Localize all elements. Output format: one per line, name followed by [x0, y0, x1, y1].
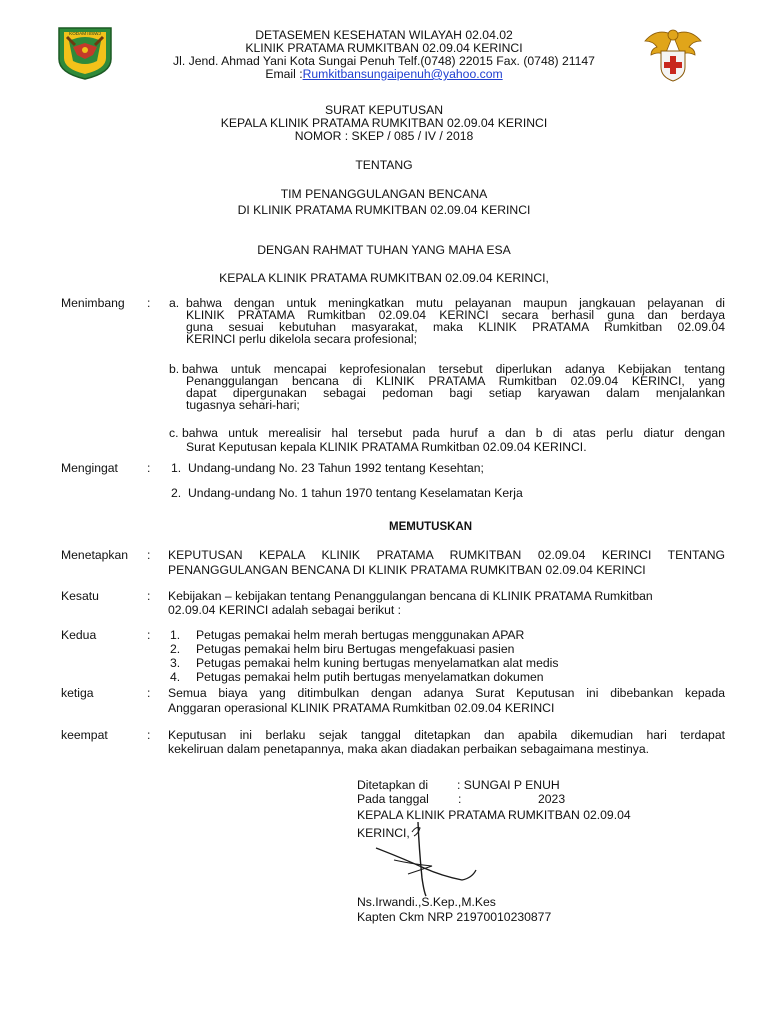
- mengingat-label: Mengingat: [61, 461, 118, 475]
- kedua-item-2-marker: 2.: [170, 642, 181, 656]
- menimbang-b-line-3: dapat dipergunakan sebagai pedoman bagi setiap karyawan dalam menjalankan: [186, 386, 725, 400]
- subject-line-1: TIM PENANGGULANGAN BENCANA: [280, 187, 488, 201]
- mengingat-item-1-marker: 1.: [171, 461, 182, 475]
- kesatu-label: Kesatu: [61, 589, 99, 603]
- title-surat-keputusan: SURAT KEPUTUSAN: [324, 103, 444, 117]
- menimbang-a-line-4: KERINCI perlu dikelola secara profesional;: [186, 332, 417, 346]
- email-label: Email :: [265, 67, 303, 81]
- menimbang-label: Menimbang: [61, 296, 125, 310]
- menimbang-a-line-3: guna sesuai kebutuhan masyarakat, maka KLINIK PRATAMA Rumkitban 02.09.04: [186, 320, 725, 334]
- mengingat-item-1: Undang-undang No. 23 Tahun 1992 tentang Kesehtan;: [188, 461, 484, 475]
- keempat-label: keempat: [61, 728, 108, 742]
- kedua-item-3: Petugas pemakai helm kuning bertugas menyelamatkan alat medis: [196, 656, 559, 670]
- menetapkan-label: Menetapkan: [61, 548, 129, 562]
- signer-rank: Kapten Ckm NRP 21970010230877: [357, 910, 552, 924]
- subject-line-2: DI KLINIK PRATAMA RUMKITBAN 02.09.04 KERINCI: [237, 203, 531, 217]
- handwritten-signature: [372, 818, 482, 898]
- title-tentang: TENTANG: [355, 158, 413, 172]
- right-logo: [643, 23, 703, 83]
- tanggal-label: Pada tanggal: [357, 792, 429, 806]
- title-nomor: NOMOR : SKEP / 085 / IV / 2018: [294, 129, 474, 143]
- mengingat-item-2-marker: 2.: [171, 486, 182, 500]
- ketiga-colon: :: [147, 686, 151, 700]
- menimbang-a-marker: a.: [169, 296, 180, 310]
- kedua-colon: :: [147, 628, 151, 642]
- title-kepala-klinik: KEPALA KLINIK PRATAMA RUMKITBAN 02.09.04 KERINCI,: [219, 271, 549, 285]
- ketiga-label: ketiga: [61, 686, 94, 700]
- left-logo-text: KODAM II/SWJ: [69, 31, 101, 36]
- signer-title-line-1: KEPALA KLINIK PRATAMA RUMKITBAN 02.09.04: [357, 808, 631, 822]
- ditetapkan-label: Ditetapkan di: [357, 778, 429, 792]
- signer-title-line-2: KERINCI,: [357, 826, 410, 840]
- kesatu-line-2: 02.09.04 KERINCI adalah sebagai berikut :: [168, 603, 402, 617]
- kesatu-line-1: Kebijakan – kebijakan tentang Penanggulangan bencana di KLINIK PRATAMA Rumkitban: [168, 589, 653, 603]
- ketiga-line-2: Anggaran operasional KLINIK PRATAMA Rumkitban 02.09.04 KERINCI: [168, 701, 555, 715]
- menetapkan-line-1: KEPUTUSAN KEPALA KLINIK PRATAMA RUMKITBAN 02.09.04 KERINCI TENTANG: [168, 548, 725, 562]
- keempat-line-1: Keputusan ini berlaku sejak tanggal ditetapkan dan apabila dikemudian hari terdapat: [168, 728, 725, 742]
- header-line-3: Jl. Jend. Ahmad Yani Kota Sungai Penuh Telf.(0748) 22015 Fax. (0748) 21147: [173, 54, 595, 68]
- menimbang-b-line-1: bahwa untuk mencapai keprofesionalan tersebut diperlukan adanya Kebijakan tentang: [182, 362, 725, 376]
- menetapkan-colon: :: [147, 548, 151, 562]
- kedua-item-1: Petugas pemakai helm merah bertugas menggunakan APAR: [196, 628, 525, 642]
- kedua-item-3-marker: 3.: [170, 656, 181, 670]
- signer-name: Ns.Irwandi.,S.Kep.,M.Kes: [357, 895, 496, 909]
- menimbang-b-marker: b.: [169, 362, 180, 376]
- header-line-1: DETASEMEN KESEHATAN WILAYAH 02.04.02: [255, 28, 513, 42]
- menetapkan-line-2: PENANGGULANGAN BENCANA DI KLINIK PRATAMA RUMKITBAN 02.09.04 KERINCI: [168, 563, 646, 577]
- kedua-label: Kedua: [61, 628, 97, 642]
- ketiga-line-1: Semua biaya yang ditimbulkan dengan adanya Surat Keputusan ini dibebankan kepada: [168, 686, 725, 700]
- memutuskan-heading: MEMUTUSKAN: [389, 521, 473, 533]
- header-line-2: KLINIK PRATAMA RUMKITBAN 02.09.04 KERINCI: [245, 41, 523, 55]
- email-link[interactable]: Rumkitbansungaipenuh@yahoo.com: [302, 67, 503, 81]
- kedua-item-4: Petugas pemakai helm putih bertugas menyelamatkan dokumen: [196, 670, 544, 684]
- title-kepala: KEPALA KLINIK PRATAMA RUMKITBAN 02.09.04 KERINCI: [220, 116, 548, 130]
- menimbang-c-line-2: Surat Keputusan kepala KLINIK PRATAMA Rumkitban 02.09.04 KERINCI.: [186, 440, 587, 454]
- mengingat-item-2: Undang-undang No. 1 tahun 1970 tentang Keselamatan Kerja: [188, 486, 523, 500]
- keempat-colon: :: [147, 728, 151, 742]
- keempat-line-2: kekeliruan dalam penetapannya, maka akan diadakan perbaikan sebagaimana mestinya.: [168, 742, 650, 756]
- menimbang-a-line-1: bahwa dengan untuk meningkatkan mutu pelayanan maupun jangkauan pelayanan di: [186, 296, 725, 310]
- menimbang-a-line-2: KLINIK PRATAMA Rumkitban 02.09.04 KERINCI secara berhasil guna dan berdaya: [186, 308, 725, 322]
- tanggal-year: 2023: [538, 792, 566, 806]
- military-medical-emblem-icon: [643, 23, 703, 83]
- kedua-item-2: Petugas pemakai helm biru Bertugas mengefakuasi pasien: [196, 642, 515, 656]
- title-rahmat: DENGAN RAHMAT TUHAN YANG MAHA ESA: [257, 243, 511, 257]
- menimbang-b-line-2: Penanggulangan bencana di KLINIK PRATAMA Rumkitban 02.09.04 KERINCI, yang: [186, 374, 725, 388]
- menimbang-colon: :: [147, 296, 151, 310]
- tanggal-colon: :: [458, 792, 462, 806]
- ditetapkan-value: : SUNGAI P ENUH: [457, 778, 560, 792]
- menimbang-c-marker: c.: [169, 426, 179, 440]
- kesatu-colon: :: [147, 589, 151, 603]
- kedua-item-1-marker: 1.: [170, 628, 181, 642]
- menimbang-c-line-1: bahwa untuk merealisir hal tersebut pada huruf a dan b di atas perlu diatur dengan: [182, 426, 725, 440]
- mengingat-colon: :: [147, 461, 151, 475]
- menimbang-b-line-4: tugasnya sehari-hari;: [186, 398, 300, 412]
- kedua-item-4-marker: 4.: [170, 670, 181, 684]
